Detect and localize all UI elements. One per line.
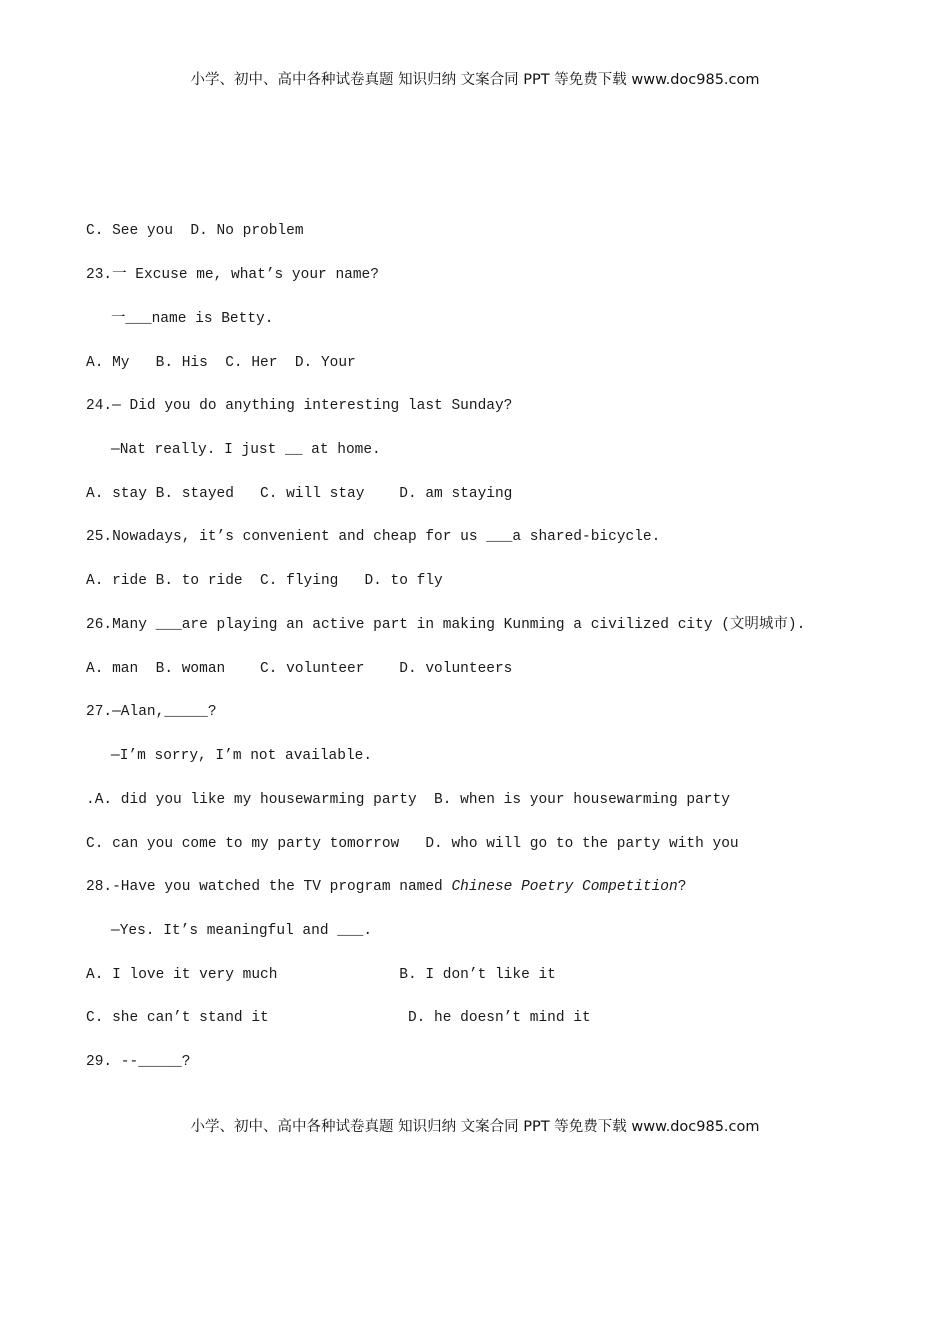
q28-answer-line	[111, 921, 372, 941]
q26-post: are playing an active part in making Kunming a civilized city (文明城市).	[181, 617, 806, 633]
q28-question	[86, 877, 686, 897]
q26-blank: ___	[155, 617, 182, 633]
q29-blank: _____	[138, 1054, 182, 1070]
q28-blank: ___.	[337, 923, 373, 939]
q27-options-2: C. can you come to my party tomorrow D. who will go to the party with you	[86, 836, 739, 852]
q28-pre: 28.-Have you watched the TV program named	[86, 879, 452, 895]
q22-options: C. See you D. No problem	[86, 223, 304, 239]
q27-pre: 27.—Alan,	[86, 704, 165, 720]
q25-blank: ___	[486, 529, 513, 545]
q26-question	[86, 615, 805, 635]
q24-answer-pre: —Nat really. I just	[111, 442, 286, 458]
q25-options: A. ride B. to ride C. flying D. to fly	[86, 573, 443, 589]
q24-blank: __	[285, 442, 303, 458]
q23-options: A. My B. His C. Her D. Your	[86, 355, 356, 371]
q23-answer-text: name is Betty.	[151, 311, 274, 327]
q29-post: ?	[181, 1054, 191, 1070]
q24-answer-line	[111, 440, 381, 460]
q23-blank: ___	[125, 311, 152, 327]
q28-post: ?	[677, 879, 687, 895]
page-footer: 小学、初中、高中各种试卷真题 知识归纳 文案合同 PPT 等免费下载 www.doc985.com	[190, 1119, 760, 1135]
q28-options-2: C. she can’t stand it D. he doesn’t mind it	[86, 1010, 591, 1026]
q23-answer-line	[111, 309, 273, 329]
q27-options-1: .A. did you like my housewarming party B. when is your housewarming party	[86, 792, 730, 808]
q25-post: a shared-bicycle.	[512, 529, 661, 545]
q23-dash: 一	[111, 311, 126, 327]
q24-question: 24.— Did you do anything interesting last Sunday?	[86, 398, 513, 414]
q27-post: ?	[207, 704, 217, 720]
q28-answer-pre: —Yes. It’s meaningful and	[111, 923, 338, 939]
q26-options: A. man B. woman C. volunteer D. volunteers	[86, 661, 513, 677]
q28-options-1: A. I love it very much B. I don’t like it	[86, 967, 556, 983]
page-header: 小学、初中、高中各种试卷真题 知识归纳 文案合同 PPT 等免费下载 www.doc985.com	[190, 72, 760, 88]
q27-blank: _____	[164, 704, 208, 720]
q24-options: A. stay B. stayed C. will stay D. am staying	[86, 486, 513, 502]
q25-question	[86, 527, 660, 547]
q29-pre: 29. --	[86, 1054, 139, 1070]
q23-question: 23.一 Excuse me, what’s your name?	[86, 267, 379, 283]
q29-question	[86, 1052, 190, 1072]
q27-question	[86, 702, 217, 722]
q24-answer-post: at home.	[302, 442, 381, 458]
q26-pre: 26.Many	[86, 617, 156, 633]
q27-answer-line: —I’m sorry, I’m not available.	[111, 748, 373, 764]
q28-program-title: Chinese Poetry Competition	[451, 879, 678, 895]
q25-pre: 25.Nowadays, it’s convenient and cheap for us	[86, 529, 487, 545]
